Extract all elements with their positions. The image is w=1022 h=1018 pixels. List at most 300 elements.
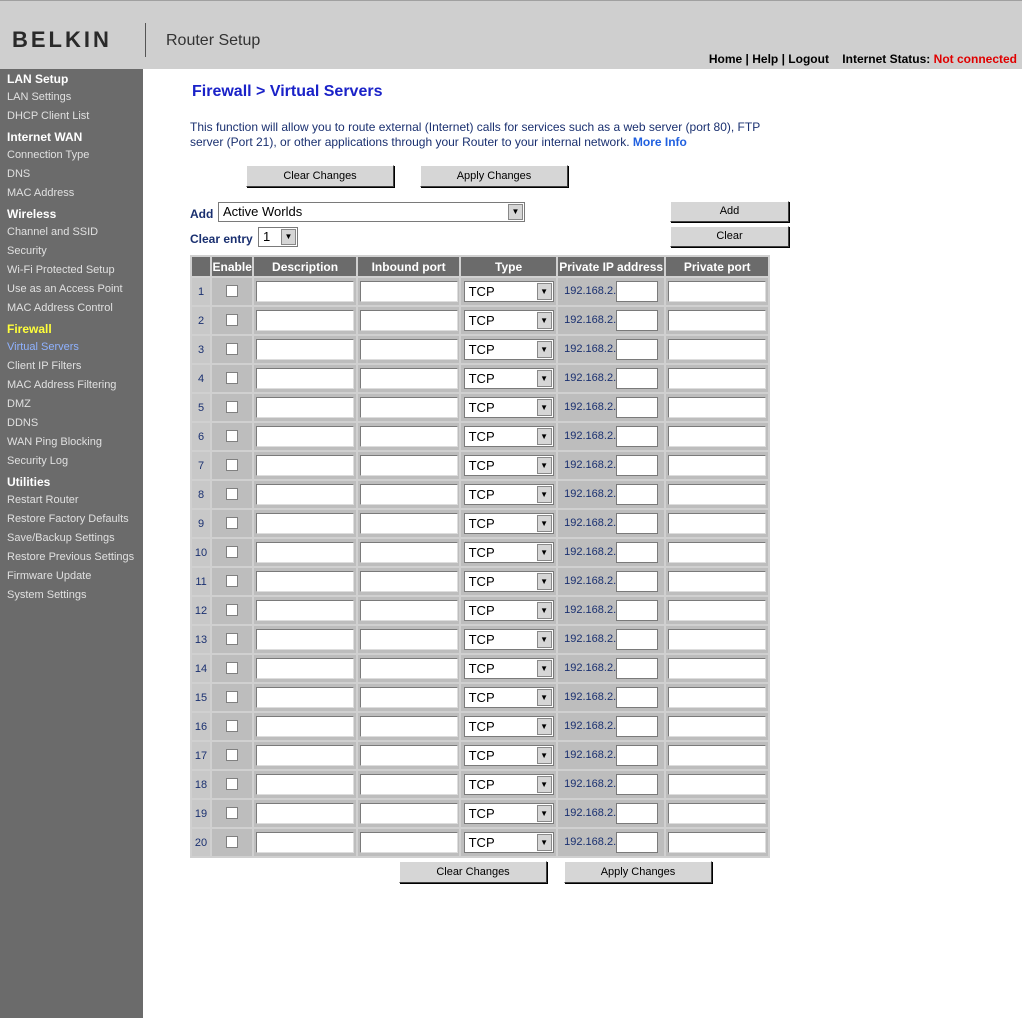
sidebar-item-restart-router[interactable]: Restart Router bbox=[7, 494, 79, 506]
more-info-link[interactable]: More Info bbox=[632, 135, 687, 149]
table-row bbox=[192, 771, 768, 798]
main-content bbox=[143, 69, 1022, 1018]
sidebar-item-save-backup-settings[interactable]: Save/Backup Settings bbox=[7, 532, 115, 544]
type-value: TCP bbox=[468, 661, 495, 676]
table-row bbox=[192, 452, 768, 479]
private-port-input[interactable] bbox=[668, 745, 766, 766]
description-cell bbox=[254, 510, 356, 537]
type-cell bbox=[461, 713, 556, 740]
sidebar-item-ddns[interactable]: DDNS bbox=[7, 417, 39, 429]
type-select[interactable] bbox=[464, 397, 554, 418]
sidebar-section-utilities[interactable]: Utilities bbox=[7, 475, 51, 489]
type-cell bbox=[461, 655, 556, 682]
sidebar-section-firewall[interactable]: Firewall bbox=[7, 322, 52, 336]
private-port-input[interactable] bbox=[668, 455, 766, 476]
description-cell bbox=[254, 307, 356, 334]
description-input[interactable] bbox=[256, 542, 354, 563]
private-ip-input[interactable] bbox=[616, 455, 658, 476]
ip-prefix: 192.168.2. bbox=[564, 807, 617, 820]
private-port-input[interactable] bbox=[668, 658, 766, 679]
description-input[interactable] bbox=[256, 658, 354, 679]
row-number: 5 bbox=[192, 394, 210, 421]
private-ip-input[interactable] bbox=[616, 774, 658, 795]
enable-checkbox[interactable] bbox=[226, 720, 238, 732]
enable-checkbox[interactable] bbox=[226, 430, 238, 442]
type-value: TCP bbox=[468, 835, 495, 850]
chevron-down-icon: ▼ bbox=[537, 312, 552, 329]
private-ip-cell bbox=[558, 713, 665, 740]
inbound-port-input[interactable] bbox=[360, 832, 458, 853]
clear-entry-label: Clear entry bbox=[190, 232, 253, 246]
home-link[interactable]: Home bbox=[708, 52, 743, 66]
private-ip-cell bbox=[558, 655, 665, 682]
private-port-cell bbox=[666, 626, 768, 653]
description-cell bbox=[254, 365, 356, 392]
row-number: 1 bbox=[192, 278, 210, 305]
inbound-port-input[interactable] bbox=[360, 745, 458, 766]
private-ip-input[interactable] bbox=[616, 629, 658, 650]
inbound-port-cell bbox=[358, 423, 460, 450]
private-port-input[interactable] bbox=[668, 542, 766, 563]
inbound-port-cell bbox=[358, 539, 460, 566]
private-ip-input[interactable] bbox=[616, 687, 658, 708]
type-select[interactable] bbox=[464, 513, 554, 534]
row-number: 13 bbox=[192, 626, 210, 653]
private-port-cell bbox=[666, 394, 768, 421]
clear-entry-select[interactable] bbox=[258, 227, 298, 247]
inbound-port-input[interactable] bbox=[360, 397, 458, 418]
private-ip-input[interactable] bbox=[616, 571, 658, 592]
type-select[interactable] bbox=[464, 310, 554, 331]
type-cell bbox=[461, 452, 556, 479]
inbound-port-input[interactable] bbox=[360, 426, 458, 447]
ip-prefix: 192.168.2. bbox=[564, 343, 617, 356]
enable-cell bbox=[212, 452, 252, 479]
private-port-input[interactable] bbox=[668, 513, 766, 534]
row-number: 9 bbox=[192, 510, 210, 537]
private-ip-cell bbox=[558, 742, 665, 769]
type-select[interactable] bbox=[464, 426, 554, 447]
private-ip-input[interactable] bbox=[616, 513, 658, 534]
private-ip-cell bbox=[558, 423, 665, 450]
sidebar-item-security-log[interactable]: Security Log bbox=[7, 455, 69, 467]
sidebar-item-wan-ping-blocking[interactable]: WAN Ping Blocking bbox=[7, 436, 102, 448]
sidebar-item-restore-factory-defaults[interactable]: Restore Factory Defaults bbox=[7, 513, 129, 525]
inbound-port-input[interactable] bbox=[360, 542, 458, 563]
inbound-port-cell bbox=[358, 336, 460, 363]
column-header-inbound-port: Inbound port bbox=[358, 257, 460, 276]
page-title: Firewall > Virtual Servers bbox=[192, 83, 383, 100]
sidebar-item-restore-previous-settings[interactable]: Restore Previous Settings bbox=[7, 551, 135, 563]
enable-cell bbox=[212, 568, 252, 595]
description-input[interactable] bbox=[256, 368, 354, 389]
private-port-cell bbox=[666, 452, 768, 479]
description-cell bbox=[254, 481, 356, 508]
private-port-input[interactable] bbox=[668, 339, 766, 360]
description-input[interactable] bbox=[256, 397, 354, 418]
chevron-down-icon: ▼ bbox=[537, 805, 552, 822]
description-input[interactable] bbox=[256, 281, 354, 302]
type-select[interactable] bbox=[464, 339, 554, 360]
private-ip-input[interactable] bbox=[616, 716, 658, 737]
description-input[interactable] bbox=[256, 484, 354, 505]
description-input[interactable] bbox=[256, 600, 354, 621]
table-row bbox=[192, 684, 768, 711]
private-port-cell bbox=[666, 713, 768, 740]
private-port-cell bbox=[666, 423, 768, 450]
type-cell bbox=[461, 336, 556, 363]
sidebar-item-firmware-update[interactable]: Firmware Update bbox=[7, 570, 92, 582]
type-value: TCP bbox=[468, 632, 495, 647]
internet-status-label: Internet Status: bbox=[842, 52, 931, 66]
help-link[interactable]: Help bbox=[752, 52, 779, 66]
enable-checkbox[interactable] bbox=[226, 604, 238, 616]
description-cell bbox=[254, 713, 356, 740]
private-port-cell bbox=[666, 771, 768, 798]
enable-cell bbox=[212, 684, 252, 711]
apply-changes-button-top[interactable]: Apply Changes bbox=[420, 165, 568, 187]
row-number: 16 bbox=[192, 713, 210, 740]
clear-changes-button-top[interactable]: Clear Changes bbox=[246, 165, 394, 187]
private-ip-input[interactable] bbox=[616, 745, 658, 766]
description-input[interactable] bbox=[256, 774, 354, 795]
enable-checkbox[interactable] bbox=[226, 314, 238, 326]
type-value: TCP bbox=[468, 516, 495, 531]
private-ip-cell bbox=[558, 684, 665, 711]
inbound-port-input[interactable] bbox=[360, 368, 458, 389]
private-port-input[interactable] bbox=[668, 600, 766, 621]
column-header-enable: Enable bbox=[212, 257, 252, 276]
description-input[interactable] bbox=[256, 716, 354, 737]
type-select[interactable] bbox=[464, 658, 554, 679]
private-ip-cell bbox=[558, 278, 665, 305]
private-ip-input[interactable] bbox=[616, 281, 658, 302]
internet-status-value: Not connected bbox=[933, 52, 1017, 66]
sidebar-item-security[interactable]: Security bbox=[7, 245, 47, 257]
apply-changes-button-bottom[interactable]: Apply Changes bbox=[564, 861, 712, 883]
description-cell bbox=[254, 655, 356, 682]
type-select[interactable] bbox=[464, 803, 554, 824]
type-select[interactable] bbox=[464, 600, 554, 621]
inbound-port-input[interactable] bbox=[360, 513, 458, 534]
inbound-port-input[interactable] bbox=[360, 455, 458, 476]
intro-text bbox=[190, 120, 790, 150]
description-input[interactable] bbox=[256, 832, 354, 853]
table-row bbox=[192, 481, 768, 508]
private-ip-cell bbox=[558, 452, 665, 479]
table-row bbox=[192, 742, 768, 769]
private-port-cell bbox=[666, 336, 768, 363]
add-service-select[interactable] bbox=[218, 202, 525, 222]
type-select[interactable] bbox=[464, 455, 554, 476]
inbound-port-input[interactable] bbox=[360, 716, 458, 737]
description-input[interactable] bbox=[256, 310, 354, 331]
inbound-port-input[interactable] bbox=[360, 281, 458, 302]
type-value: TCP bbox=[468, 400, 495, 415]
private-port-input[interactable] bbox=[668, 281, 766, 302]
inbound-port-input[interactable] bbox=[360, 629, 458, 650]
chevron-down-icon: ▼ bbox=[537, 515, 552, 532]
private-port-input[interactable] bbox=[668, 774, 766, 795]
description-input[interactable] bbox=[256, 455, 354, 476]
table-header-row bbox=[192, 257, 768, 276]
private-ip-cell bbox=[558, 568, 665, 595]
enable-checkbox[interactable] bbox=[226, 459, 238, 471]
inbound-port-cell bbox=[358, 278, 460, 305]
private-port-input[interactable] bbox=[668, 832, 766, 853]
inbound-port-cell bbox=[358, 394, 460, 421]
inbound-port-cell bbox=[358, 771, 460, 798]
enable-checkbox[interactable] bbox=[226, 836, 238, 848]
type-select[interactable] bbox=[464, 774, 554, 795]
private-port-cell bbox=[666, 742, 768, 769]
type-cell bbox=[461, 568, 556, 595]
enable-checkbox[interactable] bbox=[226, 343, 238, 355]
ip-prefix: 192.168.2. bbox=[564, 314, 617, 327]
type-select[interactable] bbox=[464, 745, 554, 766]
private-ip-input[interactable] bbox=[616, 484, 658, 505]
type-cell bbox=[461, 510, 556, 537]
description-cell bbox=[254, 336, 356, 363]
inbound-port-cell bbox=[358, 307, 460, 334]
type-cell bbox=[461, 597, 556, 624]
description-input[interactable] bbox=[256, 629, 354, 650]
enable-checkbox[interactable] bbox=[226, 575, 238, 587]
type-value: TCP bbox=[468, 603, 495, 618]
ip-prefix: 192.168.2. bbox=[564, 459, 617, 472]
private-port-input[interactable] bbox=[668, 426, 766, 447]
type-select[interactable] bbox=[464, 832, 554, 853]
private-ip-input[interactable] bbox=[616, 397, 658, 418]
sidebar-item-mac-address[interactable]: MAC Address bbox=[7, 187, 75, 199]
add-label: Add bbox=[190, 207, 214, 221]
type-select[interactable] bbox=[464, 368, 554, 389]
type-select[interactable] bbox=[464, 484, 554, 505]
description-input[interactable] bbox=[256, 339, 354, 360]
inbound-port-input[interactable] bbox=[360, 658, 458, 679]
inbound-port-input[interactable] bbox=[360, 310, 458, 331]
ip-prefix: 192.168.2. bbox=[564, 749, 617, 762]
type-select[interactable] bbox=[464, 542, 554, 563]
sidebar-item-dhcp-client-list[interactable]: DHCP Client List bbox=[7, 110, 90, 122]
sidebar-item-client-ip-filters[interactable]: Client IP Filters bbox=[7, 360, 82, 372]
private-ip-input[interactable] bbox=[616, 339, 658, 360]
enable-checkbox[interactable] bbox=[226, 517, 238, 529]
chevron-down-icon: ▼ bbox=[537, 370, 552, 387]
enable-cell bbox=[212, 278, 252, 305]
enable-checkbox[interactable] bbox=[226, 546, 238, 558]
type-cell bbox=[461, 539, 556, 566]
row-number: 11 bbox=[192, 568, 210, 595]
sidebar-section-internet-wan[interactable]: Internet WAN bbox=[7, 130, 83, 144]
description-cell bbox=[254, 394, 356, 421]
enable-cell bbox=[212, 539, 252, 566]
private-ip-cell bbox=[558, 829, 665, 856]
sidebar-section-wireless[interactable]: Wireless bbox=[7, 207, 57, 221]
top-links bbox=[709, 52, 1017, 66]
type-select[interactable] bbox=[464, 571, 554, 592]
row-number: 17 bbox=[192, 742, 210, 769]
type-select[interactable] bbox=[464, 281, 554, 302]
private-ip-input[interactable] bbox=[616, 426, 658, 447]
type-cell bbox=[461, 684, 556, 711]
type-cell bbox=[461, 365, 556, 392]
chevron-down-icon: ▼ bbox=[537, 631, 552, 648]
enable-checkbox[interactable] bbox=[226, 372, 238, 384]
inbound-port-input[interactable] bbox=[360, 571, 458, 592]
enable-cell bbox=[212, 307, 252, 334]
private-port-input[interactable] bbox=[668, 310, 766, 331]
private-port-input[interactable] bbox=[668, 484, 766, 505]
inbound-port-input[interactable] bbox=[360, 484, 458, 505]
sidebar-item-lan-settings[interactable]: LAN Settings bbox=[7, 91, 72, 103]
chevron-down-icon: ▼ bbox=[537, 776, 552, 793]
type-select[interactable] bbox=[464, 716, 554, 737]
column-header-type: Type bbox=[461, 257, 556, 276]
private-port-input[interactable] bbox=[668, 397, 766, 418]
inbound-port-cell bbox=[358, 481, 460, 508]
inbound-port-cell bbox=[358, 684, 460, 711]
enable-checkbox[interactable] bbox=[226, 662, 238, 674]
enable-checkbox[interactable] bbox=[226, 807, 238, 819]
add-button[interactable]: Add bbox=[670, 201, 789, 222]
table-row bbox=[192, 568, 768, 595]
sidebar-item-dmz[interactable]: DMZ bbox=[7, 398, 31, 410]
sidebar-item-use-as-an-access-point[interactable]: Use as an Access Point bbox=[7, 283, 123, 295]
type-cell bbox=[461, 742, 556, 769]
sidebar-item-wi-fi-protected-setup[interactable]: Wi-Fi Protected Setup bbox=[7, 264, 115, 276]
description-input[interactable] bbox=[256, 687, 354, 708]
row-number: 6 bbox=[192, 423, 210, 450]
private-port-input[interactable] bbox=[668, 571, 766, 592]
table-row bbox=[192, 394, 768, 421]
sidebar-item-mac-address-filtering[interactable]: MAC Address Filtering bbox=[7, 379, 117, 391]
type-select[interactable] bbox=[464, 629, 554, 650]
row-number: 15 bbox=[192, 684, 210, 711]
row-number: 2 bbox=[192, 307, 210, 334]
private-ip-cell bbox=[558, 597, 665, 624]
inbound-port-cell bbox=[358, 365, 460, 392]
clear-button[interactable]: Clear bbox=[670, 226, 789, 247]
private-port-cell bbox=[666, 829, 768, 856]
description-input[interactable] bbox=[256, 745, 354, 766]
sidebar-item-dns[interactable]: DNS bbox=[7, 168, 31, 180]
inbound-port-input[interactable] bbox=[360, 687, 458, 708]
description-cell bbox=[254, 568, 356, 595]
enable-checkbox[interactable] bbox=[226, 778, 238, 790]
row-number: 10 bbox=[192, 539, 210, 566]
enable-cell bbox=[212, 626, 252, 653]
inbound-port-input[interactable] bbox=[360, 803, 458, 824]
enable-checkbox[interactable] bbox=[226, 285, 238, 297]
type-value: TCP bbox=[468, 690, 495, 705]
type-value: TCP bbox=[468, 313, 495, 328]
ip-prefix: 192.168.2. bbox=[564, 546, 617, 559]
type-cell bbox=[461, 481, 556, 508]
enable-checkbox[interactable] bbox=[226, 691, 238, 703]
sidebar-item-connection-type[interactable]: Connection Type bbox=[7, 149, 90, 161]
row-number: 20 bbox=[192, 829, 210, 856]
clear-entry-value: 1 bbox=[263, 229, 271, 244]
sidebar-item-channel-and-ssid[interactable]: Channel and SSID bbox=[7, 226, 99, 238]
enable-cell bbox=[212, 336, 252, 363]
inbound-port-input[interactable] bbox=[360, 339, 458, 360]
description-input[interactable] bbox=[256, 571, 354, 592]
type-value: TCP bbox=[468, 371, 495, 386]
enable-checkbox[interactable] bbox=[226, 633, 238, 645]
type-select[interactable] bbox=[464, 687, 554, 708]
inbound-port-cell bbox=[358, 829, 460, 856]
description-cell bbox=[254, 771, 356, 798]
column-header-description: Description bbox=[254, 257, 356, 276]
private-port-input[interactable] bbox=[668, 687, 766, 708]
enable-checkbox[interactable] bbox=[226, 401, 238, 413]
chevron-down-icon: ▼ bbox=[508, 204, 523, 220]
private-ip-input[interactable] bbox=[616, 658, 658, 679]
table-row bbox=[192, 423, 768, 450]
description-input[interactable] bbox=[256, 803, 354, 824]
private-port-input[interactable] bbox=[668, 368, 766, 389]
logo-divider bbox=[145, 23, 146, 57]
row-number: 3 bbox=[192, 336, 210, 363]
table-row bbox=[192, 829, 768, 856]
inbound-port-cell bbox=[358, 742, 460, 769]
private-port-cell bbox=[666, 278, 768, 305]
private-port-cell bbox=[666, 568, 768, 595]
inbound-port-input[interactable] bbox=[360, 600, 458, 621]
clear-changes-button-bottom[interactable]: Clear Changes bbox=[399, 861, 547, 883]
type-cell bbox=[461, 800, 556, 827]
inbound-port-input[interactable] bbox=[360, 774, 458, 795]
private-ip-input[interactable] bbox=[616, 542, 658, 563]
description-cell bbox=[254, 829, 356, 856]
sidebar-section-lan-setup[interactable]: LAN Setup bbox=[7, 72, 69, 86]
table-row bbox=[192, 307, 768, 334]
enable-checkbox[interactable] bbox=[226, 488, 238, 500]
private-ip-input[interactable] bbox=[616, 803, 658, 824]
private-ip-cell bbox=[558, 510, 665, 537]
ip-prefix: 192.168.2. bbox=[564, 430, 617, 443]
private-port-input[interactable] bbox=[668, 629, 766, 650]
description-cell bbox=[254, 684, 356, 711]
sidebar-nav bbox=[0, 69, 143, 1018]
private-port-input[interactable] bbox=[668, 716, 766, 737]
sidebar-item-mac-address-control[interactable]: MAC Address Control bbox=[7, 302, 113, 314]
ip-prefix: 192.168.2. bbox=[564, 836, 617, 849]
enable-checkbox[interactable] bbox=[226, 749, 238, 761]
sidebar-item-system-settings[interactable]: System Settings bbox=[7, 589, 87, 601]
type-cell bbox=[461, 829, 556, 856]
column-header-number bbox=[192, 257, 210, 276]
logout-link[interactable]: Logout bbox=[788, 52, 829, 66]
description-input[interactable] bbox=[256, 426, 354, 447]
description-input[interactable] bbox=[256, 513, 354, 534]
private-ip-input[interactable] bbox=[616, 600, 658, 621]
chevron-down-icon: ▼ bbox=[537, 747, 552, 764]
belkin-logo: BELKIN bbox=[12, 27, 112, 52]
row-number: 7 bbox=[192, 452, 210, 479]
ip-prefix: 192.168.2. bbox=[564, 372, 617, 385]
private-ip-input[interactable] bbox=[616, 368, 658, 389]
private-port-input[interactable] bbox=[668, 803, 766, 824]
type-cell bbox=[461, 771, 556, 798]
private-ip-input[interactable] bbox=[616, 310, 658, 331]
sidebar-item-virtual-servers[interactable]: Virtual Servers bbox=[7, 341, 79, 353]
inbound-port-cell bbox=[358, 713, 460, 740]
private-ip-input[interactable] bbox=[616, 832, 658, 853]
ip-prefix: 192.168.2. bbox=[564, 662, 617, 675]
ip-prefix: 192.168.2. bbox=[564, 285, 617, 298]
